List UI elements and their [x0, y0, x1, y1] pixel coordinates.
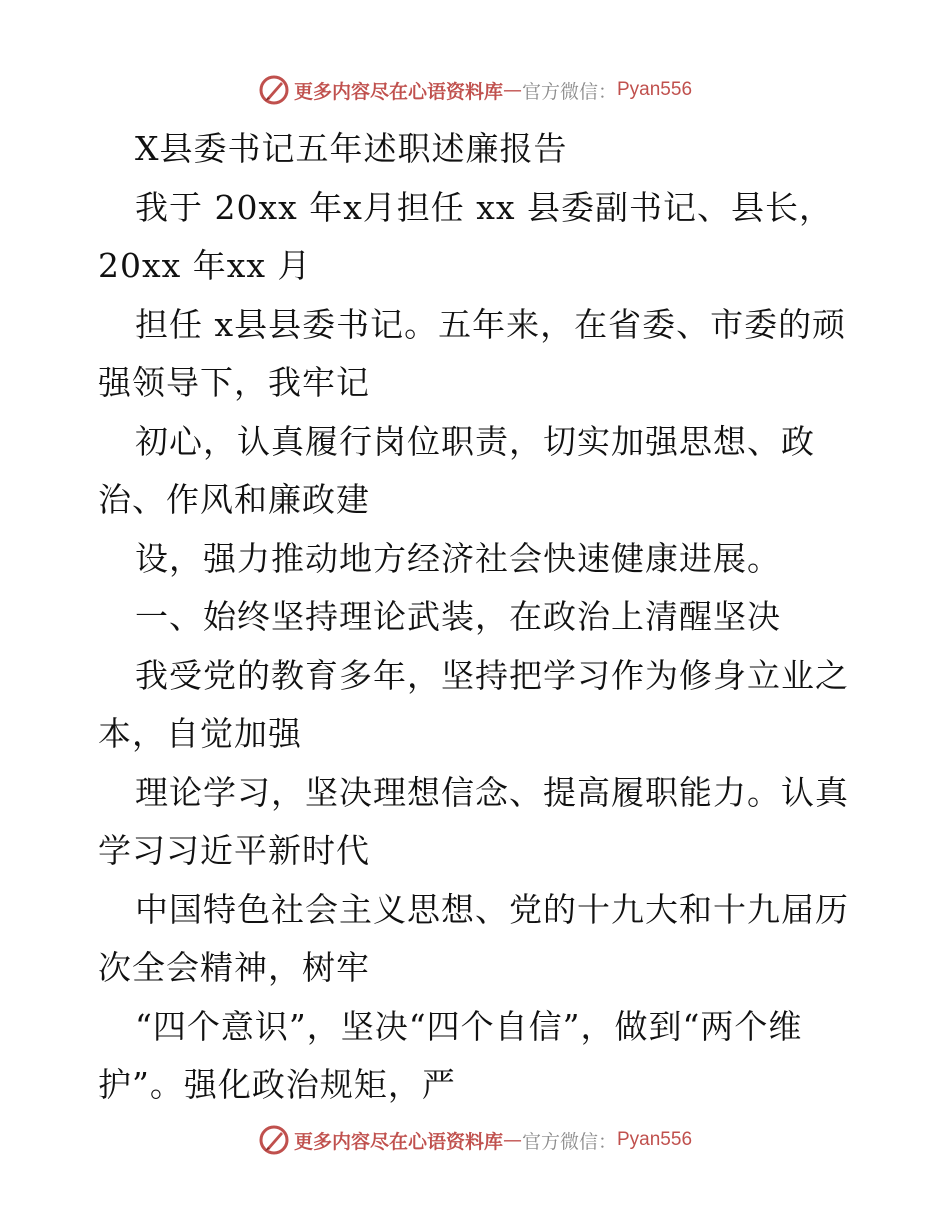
quill-pen-logo-icon — [258, 74, 290, 106]
paragraph: 理论学习，坚决理想信念、提高履职能力。认真学习习近平新时代 — [98, 772, 849, 870]
watermark-main-text: 更多内容尽在心语资料库 — [293, 80, 503, 103]
paragraph: 初心，认真履行岗位职责，切实加强思想、政治、作风和廉政建 — [98, 421, 815, 519]
footer-watermark — [0, 1118, 950, 1162]
section-heading: 一、始终坚持理论武装，在政治上清醒坚决 — [135, 597, 781, 636]
header-watermark — [0, 68, 950, 112]
document-title: X县委书记五年述职述廉报告 — [135, 129, 568, 168]
watermark-separator: — — [502, 1129, 522, 1151]
watermark-account: Pyan556 — [617, 79, 693, 100]
watermark-main-text: 更多内容尽在心语资料库 — [293, 1130, 503, 1153]
quill-pen-logo-icon — [258, 1124, 290, 1156]
watermark-separator: — — [502, 79, 522, 101]
watermark-label: 官方微信： — [521, 80, 617, 103]
watermark-account: Pyan556 — [617, 1129, 693, 1150]
paragraph: 我于 20xx 年x月担任 xx 县委副书记、县长，20xx 年xx 月 — [98, 187, 834, 285]
paragraph: “四个意识”，坚决“四个自信”，做到“两个维护”。强化政治规矩，严 — [98, 1006, 803, 1104]
paragraph: 我受党的教育多年，坚持把学习作为修身立业之本，自觉加强 — [98, 655, 849, 753]
paragraph: 中国特色社会主义思想、党的十九大和十九届历次全会精神，树牢 — [98, 889, 849, 987]
paragraph: 设，强力推动地方经济社会快速健康进展。 — [135, 538, 781, 578]
document-body — [98, 120, 868, 1115]
watermark-label: 官方微信： — [521, 1130, 617, 1153]
paragraph: 担任 x县县委书记。五年来，在省委、市委的顽强领导下，我牢记 — [98, 304, 847, 402]
